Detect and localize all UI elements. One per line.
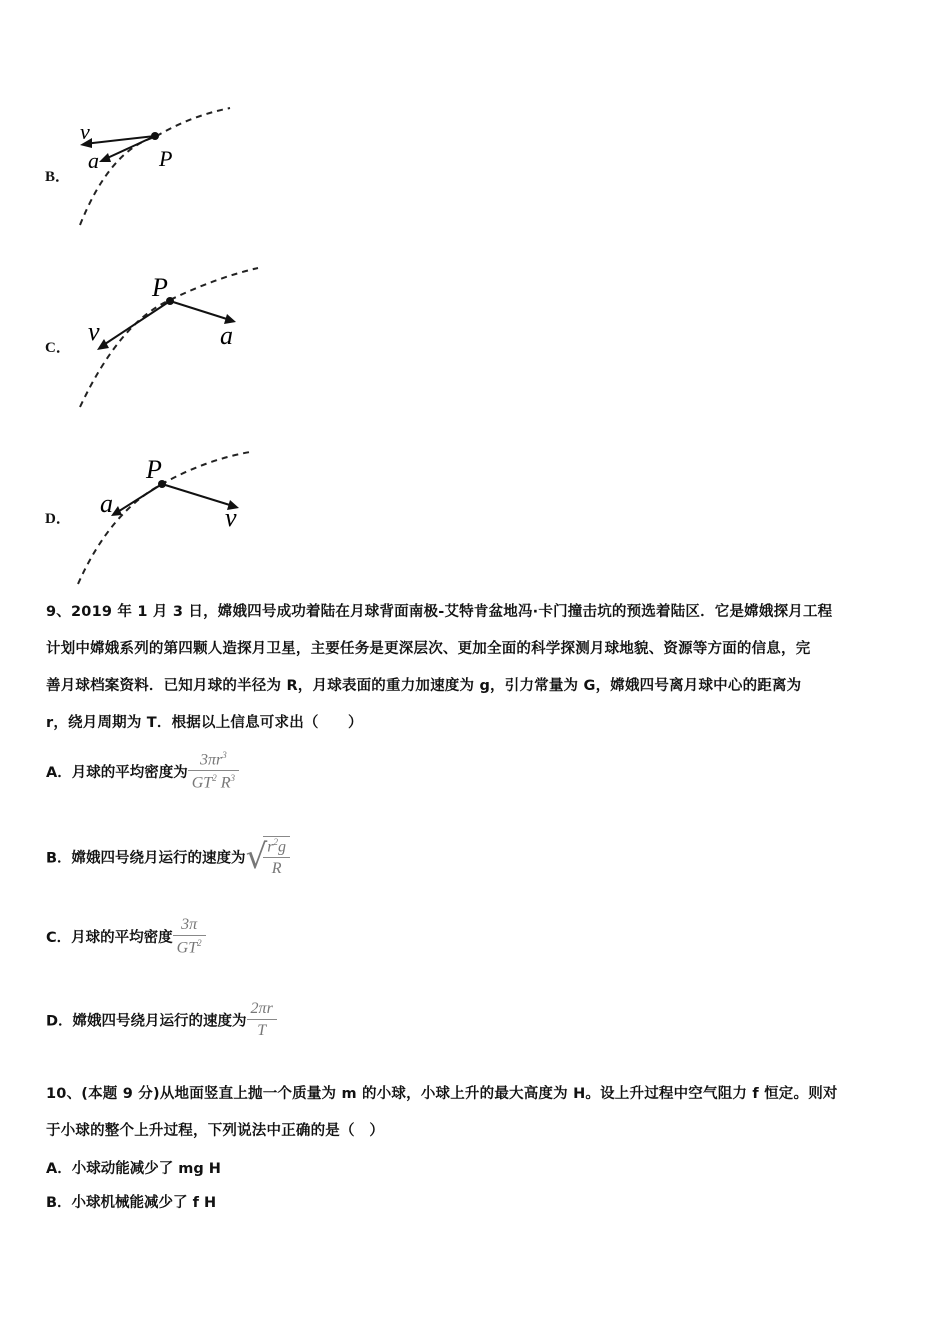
sqrt-icon: √ — [245, 837, 268, 877]
question-10-option-a: A．小球动能减少了 mg H — [46, 1161, 221, 1177]
option-d-label: D． — [45, 511, 71, 527]
label-p: P — [159, 146, 173, 171]
diagram-d — [70, 448, 270, 588]
diagram-c — [70, 262, 270, 412]
label-p: P — [152, 273, 168, 302]
question-9-line-4: r，绕月周期为 T．根据以上信息可求出（ ） — [46, 715, 363, 731]
density-formula-a: $\frac{3\pi r^3}{GT^2 R^3}$ — [188, 750, 239, 793]
velocity-arrow — [162, 484, 233, 506]
option-d-text: D．嫦娥四号绕月运行的速度为 — [46, 1013, 247, 1030]
velocity-formula-d: $\frac{2\pi r}{T}$ — [247, 1000, 277, 1040]
option-a-text: A．月球的平均密度为 — [46, 764, 188, 781]
option-c-text: C．月球的平均密度 — [46, 930, 173, 947]
acceleration-arrow — [170, 301, 230, 320]
trajectory-curve — [80, 108, 230, 225]
question-10-option-b: B．小球机械能减少了 f H — [46, 1195, 217, 1211]
question-9-line-1: 9、2019 年 1 月 3 日，嫦娥四号成功着陆在月球背面南极-艾特肯盆地冯·卡门撞击坑的预选着陆区．它是嫦娥探月工程 — [46, 604, 833, 620]
acceleration-arrowhead — [99, 153, 111, 162]
question-9-option-c — [46, 916, 206, 957]
question-10-line-2: 于小球的整个上升过程，下列说法中正确的是（ ） — [46, 1123, 385, 1139]
acceleration-arrow — [116, 484, 162, 513]
option-b-label: B． — [45, 169, 71, 185]
question-9-stem — [46, 594, 916, 742]
density-formula-c: $\frac{3\pi}{GT^2}$ — [173, 916, 206, 957]
question-10-line-1: 10、(本题 9 分)从地面竖直上抛一个质量为 m 的小球，小球上升的最大高度为 H。设上升过程中空气阻力 f 恒定。则对 — [46, 1086, 838, 1102]
label-v: v — [88, 317, 100, 346]
question-10-stem — [46, 1076, 916, 1150]
label-v: v — [225, 503, 237, 532]
question-9-option-b — [46, 832, 290, 882]
diagram-b — [70, 100, 250, 235]
label-a: a — [100, 489, 113, 518]
question-9-option-d — [46, 1000, 277, 1040]
label-p: P — [146, 455, 162, 484]
label-a: a — [220, 321, 233, 350]
option-c-label: C． — [45, 340, 71, 356]
label-a: a — [88, 148, 99, 173]
question-9-line-3: 善月球档案资料．已知月球的半径为 R，月球表面的重力加速度为 g，引力常量为 G，嫦娥四号离月球中心的距离为 — [46, 678, 802, 694]
velocity-formula-b: $\frac{r^2g}{R}$ — [263, 836, 290, 878]
question-9-line-2: 计划中嫦娥系列的第四颗人造探月卫星，主要任务是更深层次、更加全面的科学探测月球地貌、资源等方面的信息，完 — [46, 641, 811, 657]
label-v: v — [80, 119, 90, 144]
option-b-text: B．嫦娥四号绕月运行的速度为 — [46, 850, 246, 867]
velocity-arrow — [102, 301, 170, 346]
question-9-option-a — [46, 750, 239, 793]
